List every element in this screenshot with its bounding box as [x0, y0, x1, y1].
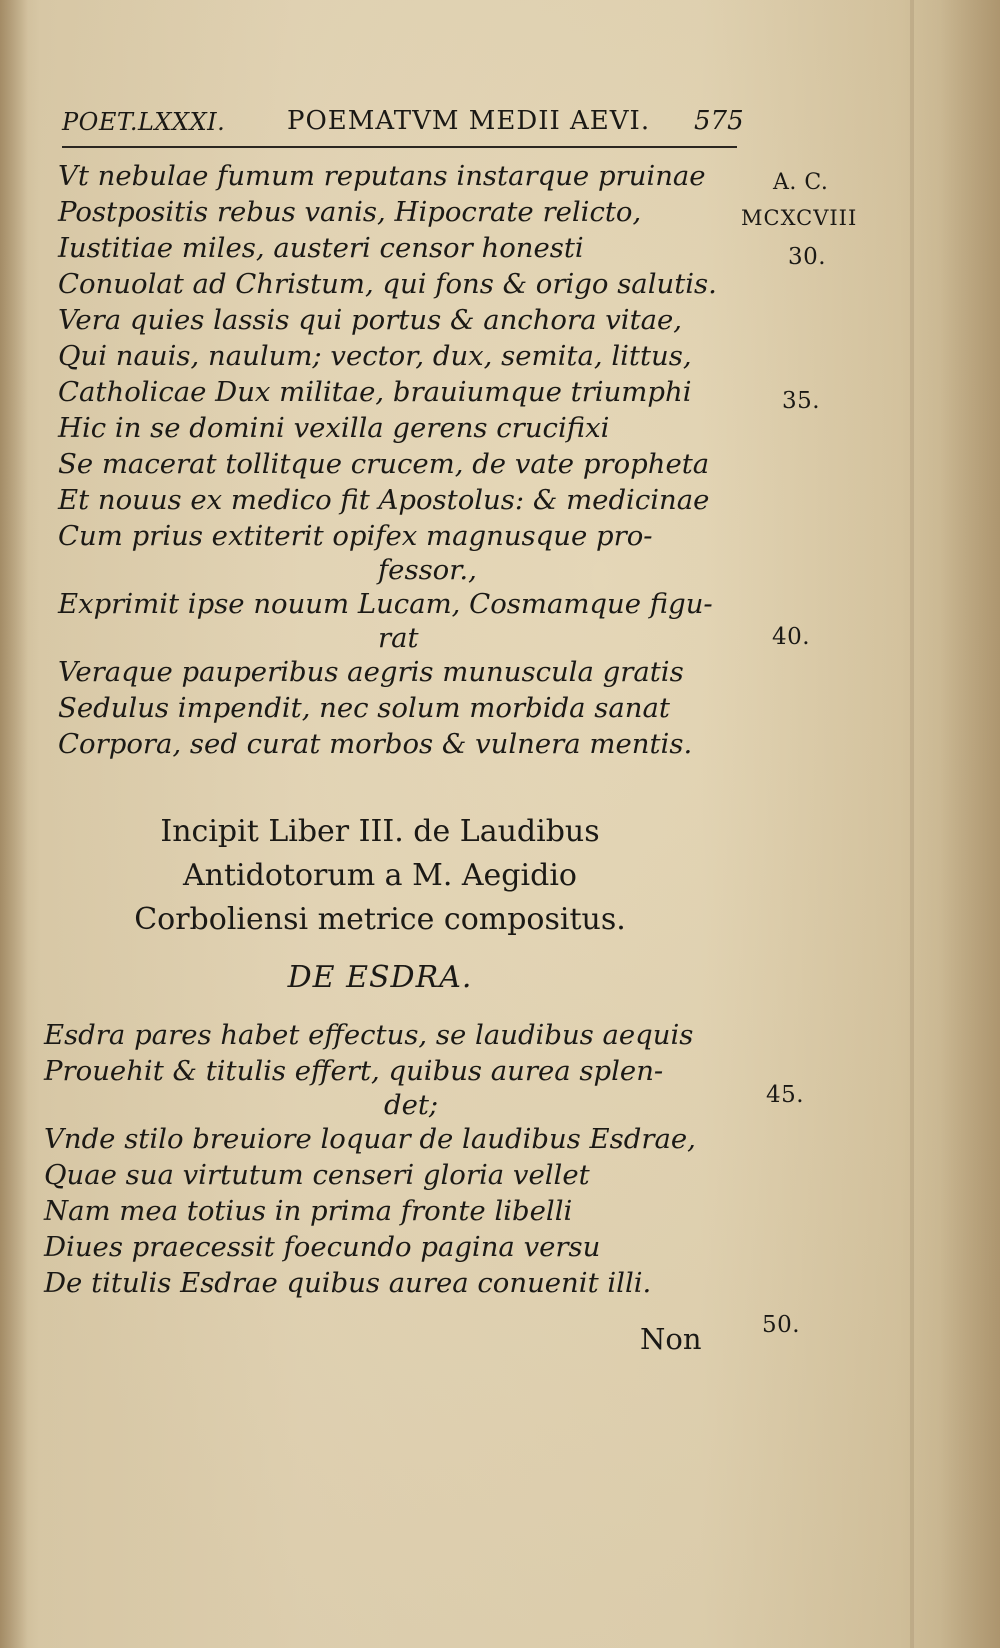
- margin-line-number-35: 35.: [782, 388, 821, 414]
- verse-line: Et nouus ex medico fit Apostolus: & medicinae: [58, 484, 710, 516]
- incipit-line: Antidotorum a M. Aegidio: [183, 858, 577, 893]
- verse-line: Vnde stilo breuiore loquar de laudibus Esdrae,: [44, 1123, 696, 1155]
- catchword: Non: [640, 1322, 702, 1356]
- verse-line-continuation: det;: [384, 1089, 439, 1121]
- header-title: POEMATVM MEDII AEVI.: [287, 106, 651, 136]
- page-number: 575: [694, 106, 744, 136]
- incipit-heading: [100, 810, 660, 942]
- verse-line: Nam mea totius in prima fronte libelli: [44, 1195, 573, 1227]
- verse-line: Prouehit & titulis effert, quibus aurea splen-: [44, 1055, 664, 1087]
- margin-line-number-45: 45.: [766, 1082, 805, 1108]
- verse-line: Hic in se domini vexilla gerens crucifixi: [58, 412, 610, 444]
- verse-line: Esdra pares habet effectus, se laudibus aequis: [44, 1019, 694, 1051]
- verse-line: Se macerat tollitque crucem, de vate propheta: [58, 448, 710, 480]
- margin-line-number-40: 40.: [772, 624, 811, 650]
- verse-line: Diues praecessit foecundo pagina versu: [44, 1231, 601, 1263]
- incipit-line: Incipit Liber III. de Laudibus: [160, 814, 600, 849]
- running-header: [62, 100, 742, 140]
- margin-line-number-30: 30.: [788, 244, 827, 270]
- section-title: DE ESDRA.: [287, 960, 473, 995]
- verse-line: Iustitiae miles, austeri censor honesti: [58, 232, 584, 264]
- verse-line: Catholicae Dux militae, brauiumque triumphi: [58, 376, 692, 408]
- page-fold-shadow: [910, 0, 914, 1648]
- verse-line: Vera quies lassis qui portus & anchora vitae,: [58, 304, 683, 336]
- margin-line-number-50: 50.: [762, 1312, 801, 1338]
- page-edge-right: [940, 0, 1000, 1648]
- verse-line-continuation: fessor.,: [378, 554, 477, 586]
- incipit-line: Corboliensi metrice compositus.: [134, 902, 626, 937]
- verse-line: Cum prius extiterit opifex magnusque pro-: [58, 520, 653, 552]
- verse-line: Quae sua virtutum censeri gloria vellet: [44, 1159, 590, 1191]
- header-rule: [62, 146, 737, 148]
- header-section-label: POET.LXXXI.: [62, 108, 226, 136]
- verse-line: Qui nauis, naulum; vector, dux, semita, littus,: [58, 340, 692, 372]
- verse-line: Exprimit ipse nouum Lucam, Cosmamque figu-: [58, 588, 713, 620]
- verse-block-2: [44, 1017, 744, 1301]
- page-edge-left: [0, 0, 28, 1648]
- verse-line: Corpora, sed curat morbos & vulnera mentis.: [58, 728, 693, 760]
- verse-line: Postpositis rebus vanis, Hipocrate relicto,: [58, 196, 642, 228]
- verse-line: Sedulus impendit, nec solum morbida sanat: [58, 692, 670, 724]
- margin-anno-christi: A. C.: [773, 170, 829, 195]
- margin-year: MCXCVIII: [741, 206, 858, 230]
- verse-line: Vt nebulae fumum reputans instarque pruinae: [58, 160, 706, 192]
- verse-line: Conuolat ad Christum, qui fons & origo salutis.: [58, 268, 717, 300]
- verse-line: De titulis Esdrae quibus aurea conuenit illi.: [44, 1267, 652, 1299]
- verse-line-continuation: rat: [378, 622, 419, 654]
- verse-block-1: [58, 158, 748, 762]
- verse-line: Veraque pauperibus aegris munuscula gratis: [58, 656, 684, 688]
